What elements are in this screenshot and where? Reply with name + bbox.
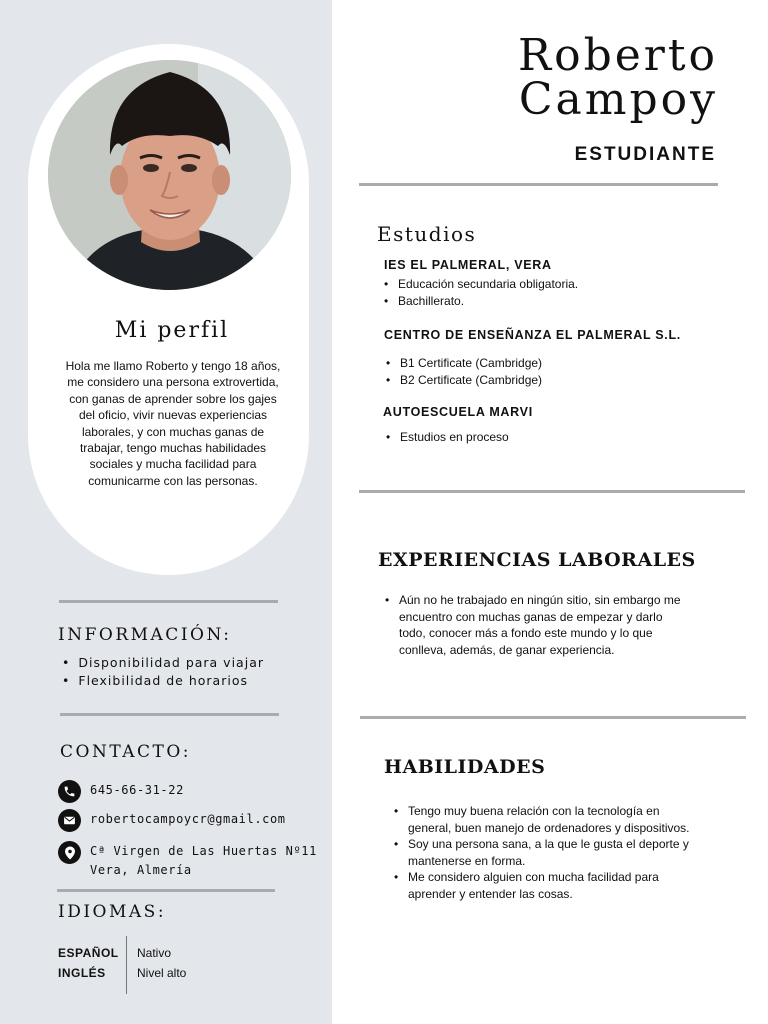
school-name: AUTOESCUELA MARVI (383, 405, 533, 419)
address-line-2: Vera, Almería (90, 863, 192, 877)
experience-item: • Aún no he trabajado en ningún sitio, sin embargo me encuentro con muchas ganas de empezar y darlo todo, conocer más a fondo este mundo y lo que conlleva, además, de ganar experiencia. (385, 592, 690, 658)
divider-header (359, 183, 718, 186)
contact-title: CONTACTO: (60, 742, 192, 762)
contact-address-row (58, 841, 317, 880)
study-item: • Bachillerato. (384, 293, 684, 310)
location-pin-icon (58, 841, 81, 864)
language-name: ESPAÑOL (58, 946, 119, 960)
contact-phone-row (58, 780, 184, 803)
school-2-items (386, 355, 686, 388)
language-names (58, 943, 124, 983)
language-divider (126, 936, 127, 994)
language-level: Nativo (137, 946, 172, 960)
school-name: IES EL PALMERAL, VERA (384, 258, 552, 272)
divider-experience-bottom (360, 716, 746, 719)
language-level: Nivel alto (137, 966, 187, 980)
language-levels (137, 943, 257, 983)
phone-icon (58, 780, 81, 803)
skill-item: • Tengo muy buena relación con la tecnología en general, buen manejo de ordenadores y dispositivos. (394, 803, 690, 836)
divider-contact-top (60, 713, 279, 716)
info-item: • Disponibilidad para viajar (62, 654, 264, 672)
info-title: INFORMACIÓN: (58, 625, 232, 645)
study-item: • B1 Certificate (Cambridge) (386, 355, 686, 372)
school-3-items (386, 429, 686, 446)
language-name: INGLÉS (58, 966, 106, 980)
school-1-items (384, 276, 684, 309)
address-line-1: Cª Virgen de Las Huertas Nº11 (90, 844, 317, 858)
last-name: Campoy (518, 74, 718, 125)
divider-info-top (59, 600, 278, 603)
info-item: • Flexibilidad de horarios (62, 672, 264, 690)
skill-item: • Soy una persona sana, a la que le gusta el deporte y mantenerse en forma. (394, 836, 690, 869)
address (90, 841, 317, 880)
job-title: ESTUDIANTE (574, 144, 716, 165)
profile-title: Mi perfil (114, 318, 230, 343)
divider-studies-bottom (359, 490, 745, 493)
phone-number[interactable]: 645-66-31-22 (90, 783, 184, 797)
skills-list (394, 803, 690, 902)
profile-description: Hola me llamo Roberto y tengo 18 años, me considero una persona extrovertida, con ganas de aprender sobre los gajes del oficio, vivir nuevas experiencias laborales, y con muchas ganas de trabajar, tengo muchas habilidades sociales y mucha facilidad para comunicarme con las personas. (65, 359, 281, 488)
email-address[interactable]: robertocampoycr@gmail.com (90, 812, 286, 826)
school-name: CENTRO DE ENSEÑANZA EL PALMERAL S.L. (384, 328, 681, 342)
info-list (62, 654, 264, 690)
profile-photo (48, 60, 291, 290)
study-item: • B2 Certificate (Cambridge) (386, 372, 686, 389)
study-item: • Educación secundaria obligatoria. (384, 276, 684, 293)
skill-item: • Me considero alguien con mucha facilidad para aprender y entender las cosas. (394, 869, 690, 902)
full-name (517, 30, 718, 125)
experience-title: EXPERIENCIAS LABORALES (378, 549, 696, 571)
study-item: • Estudios en proceso (386, 429, 686, 446)
experience-list (385, 592, 690, 658)
skills-title: HABILIDADES (384, 756, 546, 778)
studies-title: Estudios (377, 222, 477, 246)
first-name: Roberto (517, 30, 718, 81)
languages-title: IDIOMAS: (58, 902, 167, 922)
contact-email-row (58, 809, 286, 832)
divider-languages-top (57, 889, 275, 892)
mail-icon (58, 809, 81, 832)
